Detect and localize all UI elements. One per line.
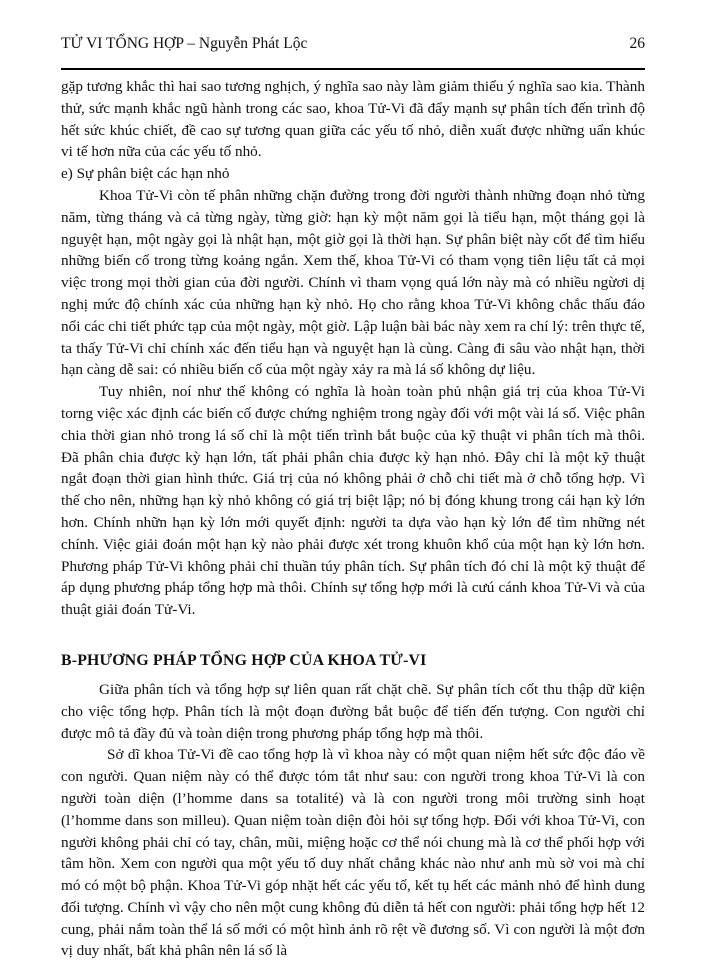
paragraph-han-nho: Khoa Tử-Vi còn tế phân những chặn đường trong đời người thành những đoạn nhỏ từng năm, từng tháng và cả từng ngày, từng giờ: hạn kỳ một năm gọi là tiểu hạn, một tháng gọi là nguyệt hạn, một ngày gọi là nhật hạn, một giờ gọi là thời hạn. Sự phân biệt này cốt để tìm hiểu những biến cố trong từng koảng ngắn. Xem thế, khoa Tử-Vi có tham vọng tiên liệu tất cả mọi việc trong mọi thời gian của đời người. Chính vì tham vọng quá lớn này mà có nhiều ngừơi dị nghị mức độ chính xác của những hạn kỳ nhỏ. Họ cho rằng khoa Tử-Vi không chắc thấu đáo nổi các chi tiết phức tạp của một ngày, một giờ. Lập luận bài bác này xem ra chí lý: trên thực tế, ta thấy Tử-Vi chỉ chính xác đến tiểu hạn và nguyệt hạn là cùng. Càng đi sâu vào nhật hạn, thời hạn càng dễ sai: có nhiều biến cố của một ngày xảy ra mà lá số không dự liệu. <box>61 186 645 379</box>
page-number: 26 <box>629 35 645 52</box>
header-rule <box>61 68 645 70</box>
paragraph-giua: Giữa phân tích và tổng hợp sự liên quan rất chặt chẽ. Sự phân tích cốt thu thập dữ kiện cho việc tổng hợp. Phân tích là một đoạn đường bắt buộc để tiến đến tượng. Con người chỉ được mô tả đầy đủ và toàn diện trong phương pháp tổng hợp mà thôi. <box>61 680 645 742</box>
page-title: TỬ VI TỔNG HỢP – Nguyễn Phát Lộc <box>61 35 308 52</box>
section-heading-b: B-PHƯƠNG PHÁP TỔNG HỢP CỦA KHOA TỬ-VI <box>61 651 427 669</box>
paragraph-so-di: Sở dĩ khoa Tử-Vi đề cao tổng hợp là vì khoa này có một quan niệm hết sức độc đáo về con người. Quan niệm này có thể được tóm tắt như sau: con người trong khoa Tử-Vi là con người toàn diện (l’homme dans sa totalité) và là con người trong môi trường sinh hoạt (l’homme dans son milleu). Quan niệm toàn diện đòi hỏi sự tổng hợp. Đối với khoa Tử-Vi, con người không phải chỉ có tay, chân, mũi, miệng hoặc cơ thể nói chung mà là cơ thể phối hợp với tâm hồn. Xem con người qua một yếu tố duy nhất chẳng khác nào như anh mù sờ voi mà chỉ mó có một bộ phận. Khoa Tử-Vi góp nhặt hết các yếu tố, kết tụ hết các mảnh nhỏ để hình dung đối tượng. Chính vì vậy cho nên một cung không đủ diễn tả hết con người: phải tổng hợp hết 12 cung, phải nắm toàn thể lá số mới có một hình ảnh rõ rệt về đương số. Vì con người là một đơn vị duy nhất, bất khả phân nên lá số là <box>61 746 645 960</box>
paragraph-tuy-nhien: Tuy nhiên, noí như thế không có nghĩa là hoàn toàn phủ nhận giá trị của khoa Tử-Vi torng việc xác định các biến cố được chứng nghiệm trong ngày đối với một vài lá số. Việc phân chia thời gian nhỏ trong lá số chỉ là một tiến trình bắt buộc của kỹ thuật vi phân tích mà thôi. Đã phân chia được kỳ hạn lớn, tất phải phân chia được kỳ hạn nhỏ. Đây chỉ là một kỹ thuật ngắt đoạn thời gian hình thức. Giá trị của nó không phải ở chỗ chi tiết mà ở chỗ tổng hợp. Vì thế cho nên, những hạn kỳ nhỏ không có giá trị biệt lập; nó bị đóng khung trong cái hạn kỳ lớn hơn. Chính nhữn hạn kỳ lớn mới quyết định: người ta dựa vào hạn kỳ lớn để tìm những nét chính. Việc giải đoán một hạn kỳ nào phải được xét trong khuôn khổ của một hạn kỳ lớn hơn. Phương pháp Tử-Vi không phải chỉ thuần túy phân tích. Sự phân tích đó chỉ là một kỹ thuật để áp dụng phương pháp tổng hợp mà thôi. Chính sự tổng hợp mới là cưú cánh khoa Tử-Vi và của thuật giải đoán Tử-Vi. <box>61 383 645 619</box>
page-body <box>61 76 645 962</box>
paragraph-continuation: gặp tương khắc thì hai sao tương nghịch, ý nghĩa sao này làm giảm thiểu ý nghĩa sao kia. Thành thử, sức mạnh khắc ngũ hành trong các sao, khoa Tử-Vi đã đẩy mạnh sự phân tích đến trình độ hết sức khúc chiết, đề cao sự tương quan giữa các yếu tố nhỏ, diễn xuất được những uẩn khúc vi tế hơn nữa của các yếu tố nhỏ. <box>61 78 645 161</box>
running-header <box>61 34 645 54</box>
subheading-e: e) Sự phân biệt các hạn nhỏ <box>61 165 230 183</box>
